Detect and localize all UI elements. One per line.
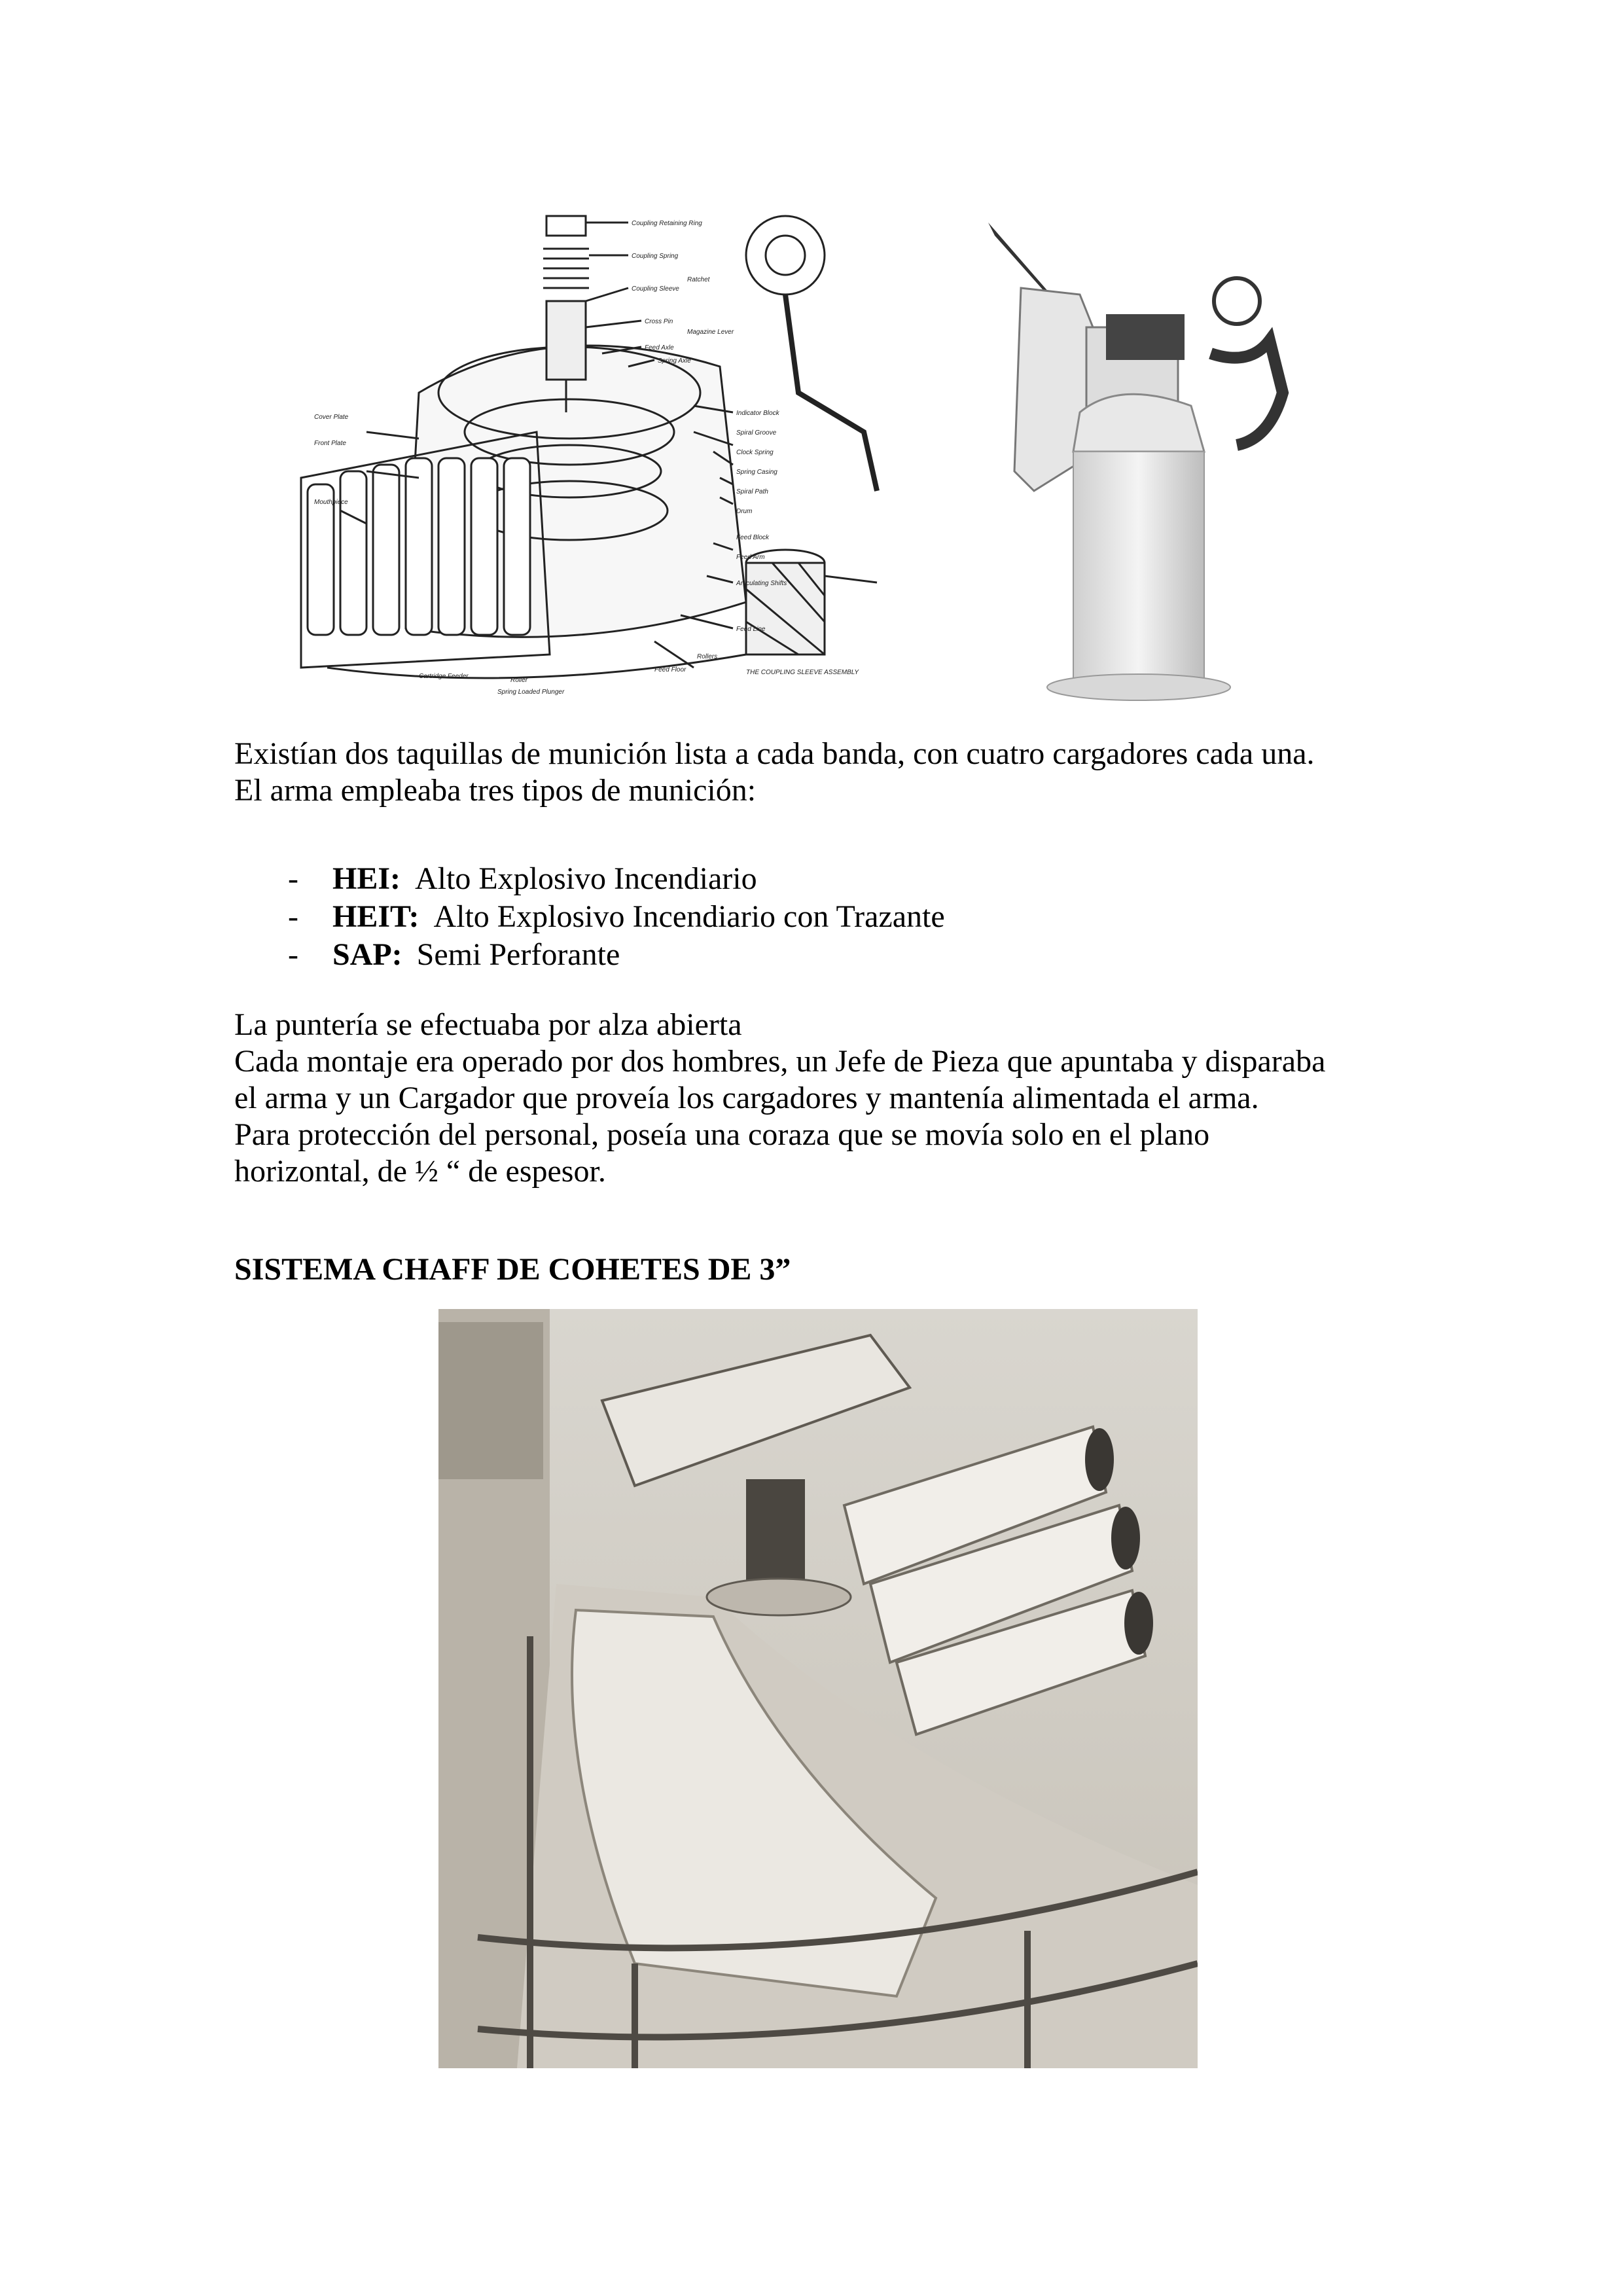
label-clock-spring: Clock Spring bbox=[736, 449, 774, 456]
label-drum: Drum bbox=[736, 508, 753, 515]
paragraph-line: el arma y un Cargador que proveía los cargadores y mantenía alimentada el arma. bbox=[234, 1081, 1259, 1115]
label-coupling-sleeve: Coupling Sleeve bbox=[632, 285, 679, 293]
label-feed-arm: Feed Arm bbox=[736, 554, 765, 561]
magazine-cutaway-diagram bbox=[288, 196, 942, 707]
chaff-launcher-photo bbox=[438, 1309, 1198, 2068]
ammo-code: SAP: bbox=[332, 937, 402, 972]
label-cover-plate: Cover Plate bbox=[314, 414, 349, 421]
label-indicator-block: Indicator Block bbox=[736, 410, 779, 417]
list-item bbox=[288, 936, 945, 974]
mounted-cannon-photo bbox=[975, 196, 1289, 707]
paragraph-line: horizontal, de ½ “ de espesor. bbox=[234, 1154, 606, 1189]
label-spiral-groove: Spiral Groove bbox=[736, 429, 777, 437]
label-coupling-spring: Coupling Spring bbox=[632, 253, 679, 260]
label-mouthpiece: Mouthpiece bbox=[314, 499, 348, 506]
list-dash: - bbox=[288, 861, 298, 896]
paragraph-line: Para protección del personal, poseía una coraza que se movía solo en el plano bbox=[234, 1117, 1210, 1152]
label-articulating-shifts: Articulating Shifts bbox=[736, 580, 787, 587]
paragraph-line: La puntería se efectuaba por alza abierta bbox=[234, 1007, 742, 1042]
ammo-description: Alto Explosivo Incendiario con Trazante bbox=[433, 899, 945, 934]
ammo-code: HEIT: bbox=[332, 899, 419, 934]
label-feed-floor: Feed Floor bbox=[654, 666, 687, 673]
paragraph-line: El arma empleaba tres tipos de munición: bbox=[234, 773, 757, 808]
label-coupling-retaining-ring: Coupling Retaining Ring bbox=[632, 220, 702, 227]
list-dash: - bbox=[288, 899, 298, 934]
ammo-list bbox=[288, 860, 945, 974]
label-spring-axle: Spring Axle bbox=[658, 357, 691, 365]
label-feed-block: Feed Block bbox=[736, 534, 770, 541]
ammo-code: HEI: bbox=[332, 861, 401, 896]
label-roller: Roller bbox=[510, 677, 528, 684]
label-cross-pin: Cross Pin bbox=[645, 318, 673, 325]
label-cartridge-feeder: Cartridge Feeder bbox=[419, 673, 469, 680]
label-spiral-path: Spiral Path bbox=[736, 488, 768, 495]
label-spring-casing: Spring Casing bbox=[736, 469, 777, 476]
list-dash: - bbox=[288, 937, 298, 972]
label-feed-axle: Feed Axle bbox=[645, 344, 674, 351]
label-front-plate: Front Plate bbox=[314, 440, 346, 447]
ammo-description: Alto Explosivo Incendiario bbox=[415, 861, 757, 896]
paragraph-line: Cada montaje era operado por dos hombres, un Jefe de Pieza que apuntaba y disparaba bbox=[234, 1044, 1326, 1079]
list-item bbox=[288, 898, 945, 936]
label-magazine-lever: Magazine Lever bbox=[687, 329, 734, 336]
label-coupling-sleeve-assembly: THE COUPLING SLEEVE ASSEMBLY bbox=[746, 669, 859, 676]
label-rollers: Rollers bbox=[697, 653, 718, 660]
label-feed-line: Feed Line bbox=[736, 626, 766, 633]
label-spring-loaded-plunger: Spring Loaded Plunger bbox=[497, 689, 565, 696]
paragraph-line: Existían dos taquillas de munición lista a cada banda, con cuatro cargadores cada una. bbox=[234, 736, 1315, 771]
label-ratchet: Ratchet bbox=[687, 276, 710, 283]
list-item bbox=[288, 860, 945, 898]
ammo-description: Semi Perforante bbox=[416, 937, 620, 972]
section-heading: SISTEMA CHAFF DE COHETES DE 3” bbox=[234, 1252, 791, 1287]
